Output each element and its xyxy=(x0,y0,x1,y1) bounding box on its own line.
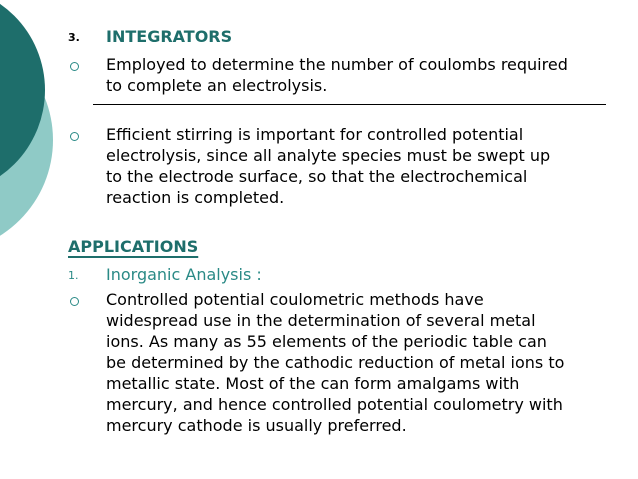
circle-bullet-icon xyxy=(70,297,79,306)
bullet-line: reaction is completed. xyxy=(106,188,285,207)
bullet-line: mercury cathode is usually preferred. xyxy=(106,416,407,435)
applications-heading: APPLICATIONS xyxy=(68,237,199,256)
section-title: INTEGRATORS xyxy=(106,27,233,46)
bullet-line: electrolysis, since all analyte species must be swept up xyxy=(106,146,551,165)
bullet-line: ions. As many as 55 elements of the periodic table can xyxy=(106,332,547,351)
item-number: 1. xyxy=(68,269,79,282)
item-title: Inorganic Analysis : xyxy=(106,265,262,284)
bullet-line: Efficient stirring is important for controlled potential xyxy=(106,125,524,144)
divider-line xyxy=(93,104,606,105)
bullet-line: mercury, and hence controlled potential coulometry with xyxy=(106,395,563,414)
circle-bullet-icon xyxy=(70,62,79,71)
bullet-line: widespread use in the determination of several metal xyxy=(106,311,536,330)
bullet-line: be determined by the cathodic reduction of metal ions to xyxy=(106,353,565,372)
bullet-line: Employed to determine the number of coulombs required xyxy=(106,55,568,74)
decorative-circles xyxy=(0,0,60,300)
circle-bullet-icon xyxy=(70,132,79,141)
bullet-line: metallic state. Most of the can form amalgams with xyxy=(106,374,520,393)
bullet-line: to the electrode surface, so that the electrochemical xyxy=(106,167,528,186)
bullet-line: Controlled potential coulometric methods have xyxy=(106,290,484,309)
section-number: 3. xyxy=(68,31,80,44)
bullet-line: to complete an electrolysis. xyxy=(106,76,328,95)
